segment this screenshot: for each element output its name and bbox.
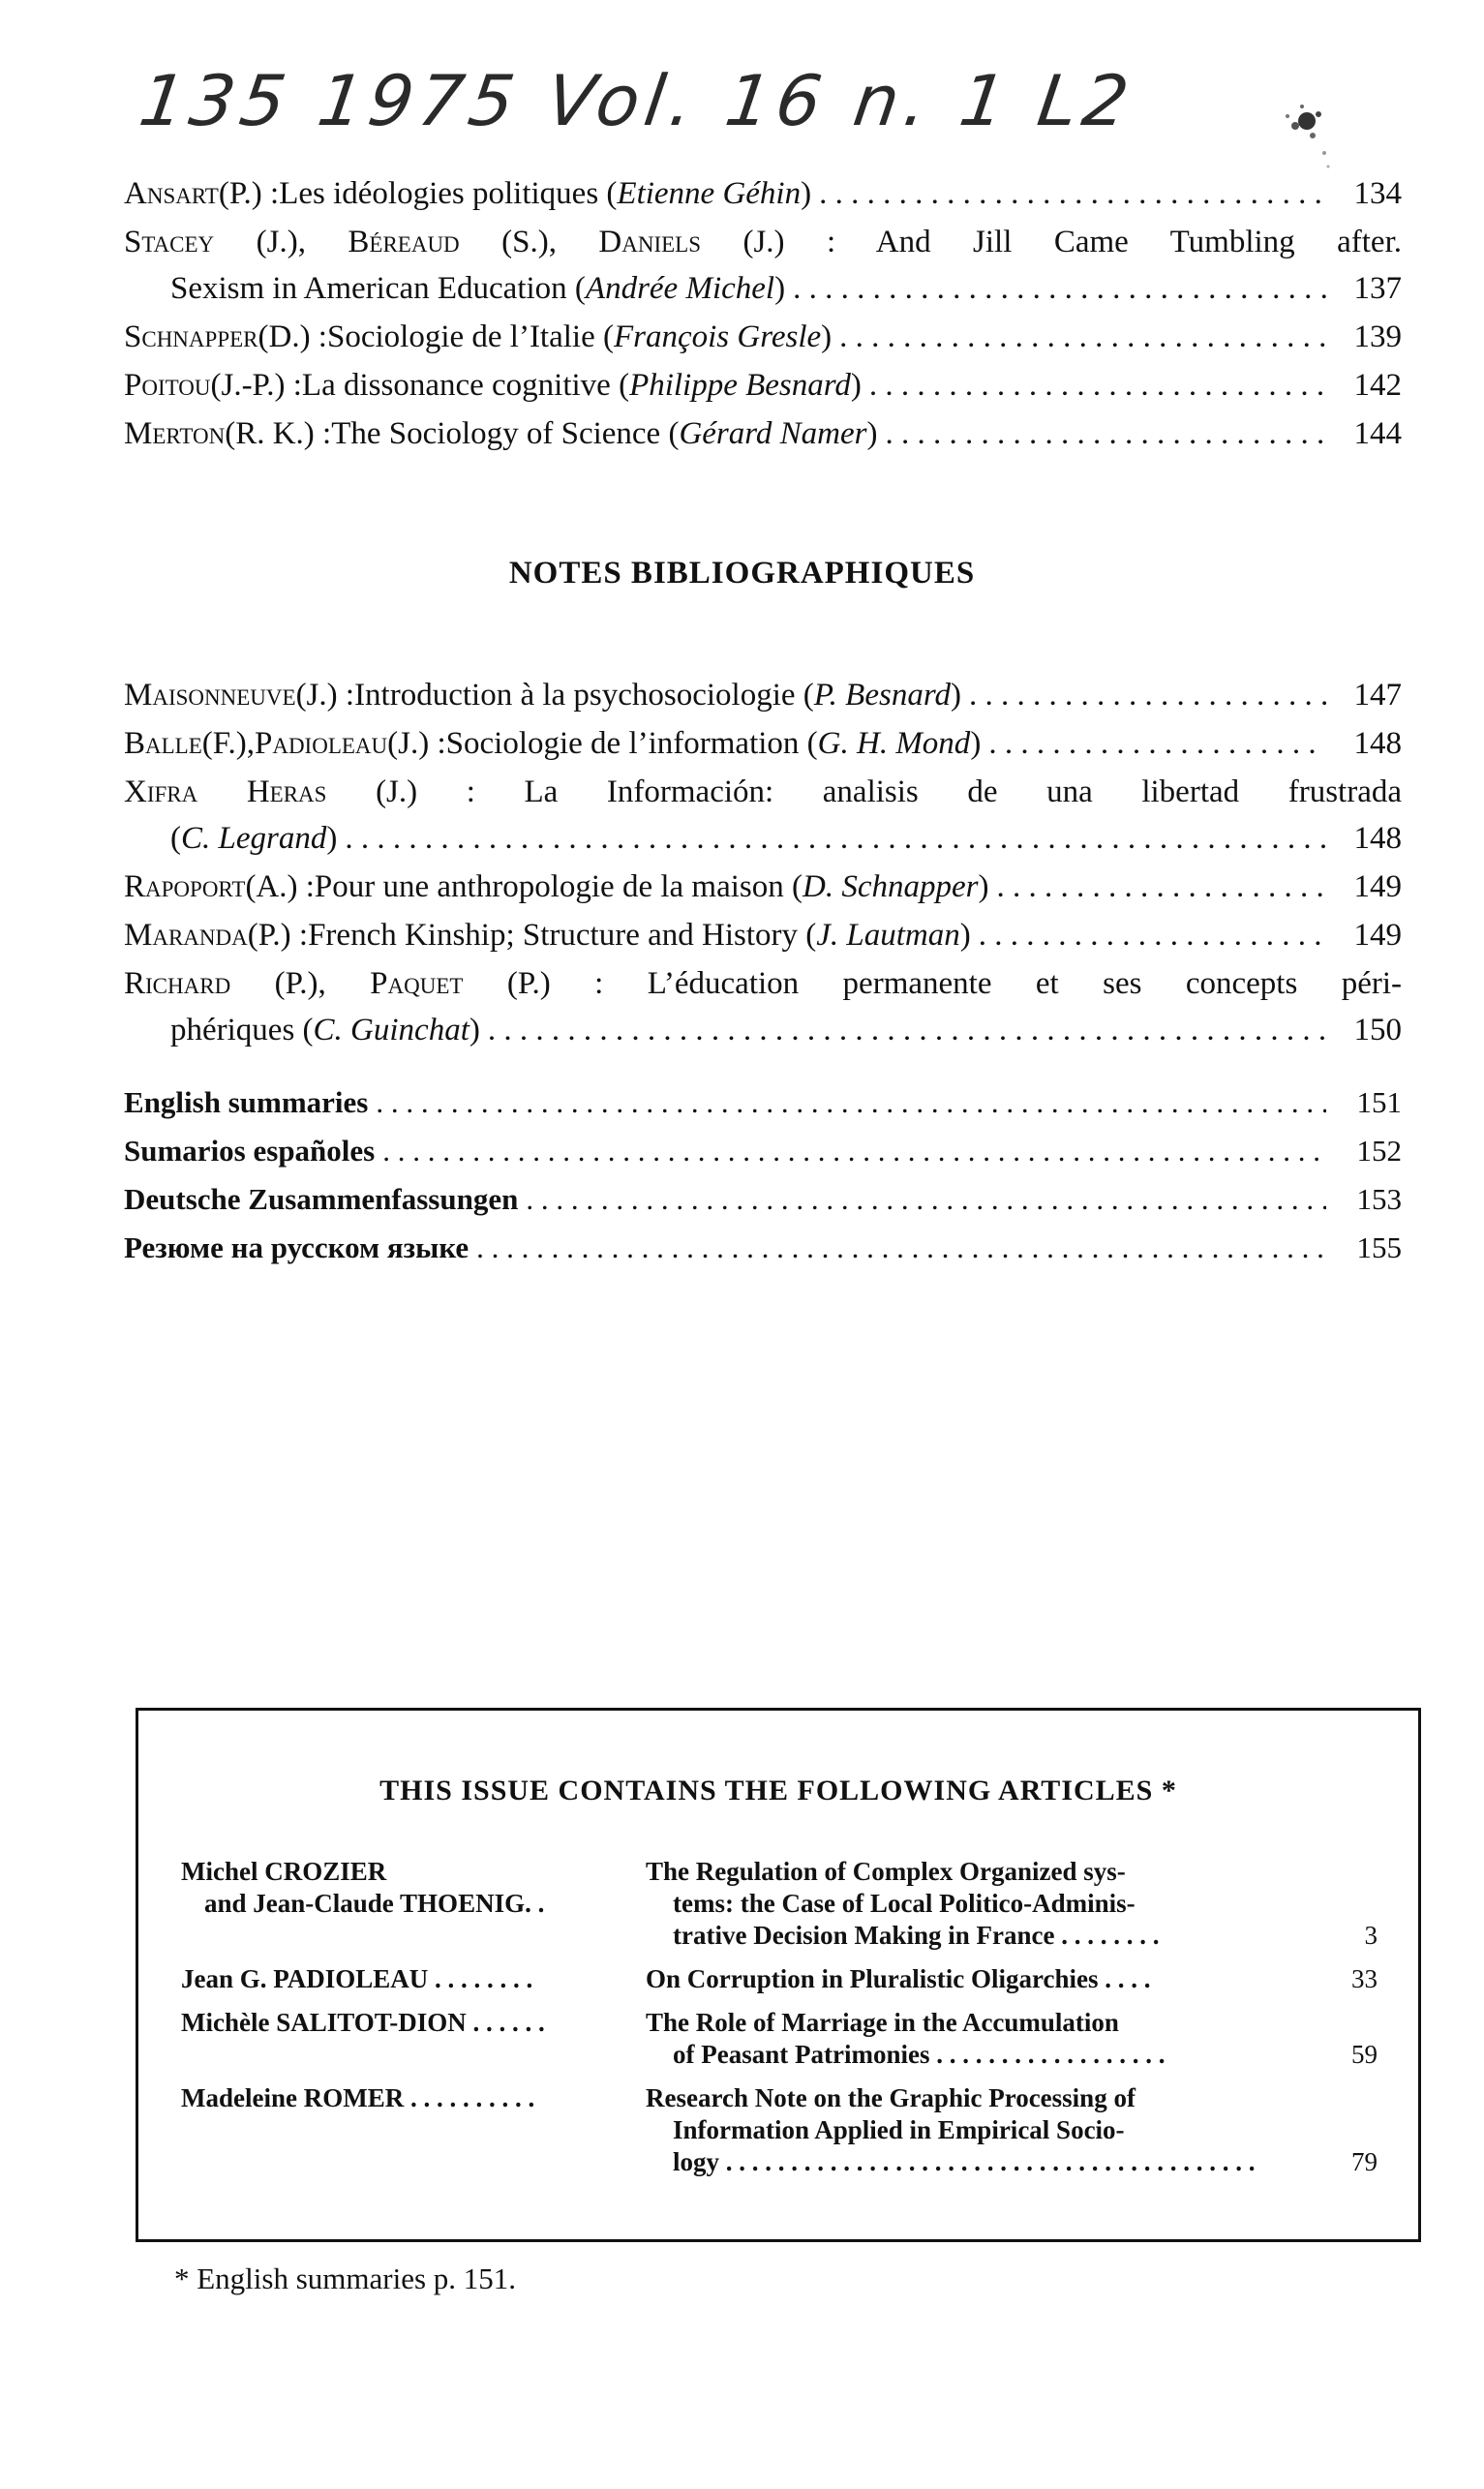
article-row: [181, 2007, 1378, 2071]
handwritten-shelf-mark: 135 1975 Vol. 16 n. 1 L2: [135, 60, 1139, 141]
article-page: 79: [1351, 2147, 1378, 2176]
articles-box-title: THIS ISSUE CONTAINS THE FOLLOWING ARTICLES *: [379, 1775, 1177, 1806]
note-entry: Xifra Heras (J.) : La Información: analisis de una libertad frustrada: [124, 774, 1403, 809]
article-author: Madeleine ROMER . . . . . . . . . .: [181, 2083, 535, 2112]
note-entry: Balle (F.), Padioleau (J.) : Sociologie de l’information ( G. H. Mond ) . . . 148: [124, 720, 1402, 767]
review-entry: Ansart (P.) : Les idéologies politiques ( Etienne Géhin ) . . . 134: [124, 170, 1402, 217]
page-number: 144: [1353, 416, 1402, 451]
summary-entry: English summaries . . . 151: [124, 1078, 1402, 1127]
page-number: 139: [1353, 319, 1402, 354]
article-title: On Corruption in Pluralistic Oligarchies . . . .: [646, 1964, 1151, 1993]
article-page: 59: [1351, 2040, 1378, 2069]
articles-box: [136, 1708, 1421, 2242]
note-entry: Maranda (P.) : French Kinship; Structure and History ( J. Lautman ) . . . 149: [124, 912, 1402, 958]
review-entry-continuation: Sexism in American Education ( Andrée Michel ) . . . 137: [124, 265, 1402, 312]
review-entry: Merton (R. K.) : The Sociology of Science ( Gérard Namer ) . . . 144: [124, 410, 1402, 457]
page-number: 137: [1353, 271, 1402, 306]
page-number: 148: [1353, 726, 1402, 761]
article-author: Michèle SALITOT-DION . . . . . .: [181, 2008, 545, 2037]
article-author: Michel CROZIER and Jean-Claude THOENIG. .: [181, 1857, 545, 1918]
note-entry: Maisonneuve (J.) : Introduction à la psychosociologie ( P. Besnard ) . . . 147: [124, 672, 1402, 718]
review-entry: Poitou (J.-P.) : La dissonance cognitive ( Philippe Besnard ) . . . 142: [124, 362, 1402, 409]
note-entry-continuation: phériques ( C. Guinchat ) . . . 150: [124, 1007, 1402, 1053]
article-page: 3: [1364, 1921, 1378, 1950]
note-entry-continuation: ( C. Legrand ) . . . 148: [124, 815, 1402, 862]
summaries-list: [124, 1078, 1402, 1272]
footnote: * English summaries p. 151.: [174, 2261, 517, 2295]
article-row: [181, 1963, 1378, 1995]
note-entry: Rapoport (A.) : Pour une anthropologie de la maison ( D. Schnapper ) . . . 149: [124, 864, 1402, 910]
page-number: 134: [1353, 176, 1402, 211]
page-number: 149: [1353, 869, 1402, 904]
note-entry: Richard (P.), Paquet (P.) : L’éducation permanente et ses concepts péri-: [124, 966, 1402, 1001]
articles-table: [181, 1856, 1378, 2190]
summary-entry: Резюме на русском языке . . . 155: [124, 1224, 1402, 1272]
page-number: 149: [1353, 918, 1402, 953]
page-number: 147: [1353, 678, 1402, 713]
article-title: The Regulation of Complex Organized sys- tems: the Case of Local Politico-Adminis- trative Decision Making in France . . . . . . . .: [646, 1857, 1160, 1950]
article-page: 33: [1351, 1964, 1378, 1993]
article-author: Jean G. PADIOLEAU . . . . . . . .: [181, 1964, 533, 1993]
summary-entry: Sumarios españoles . . . 152: [124, 1127, 1402, 1175]
article-title: The Role of Marriage in the Accumulation of Peasant Patrimonies . . . . . . . . . . . . . . . . . .: [646, 2008, 1166, 2069]
section-heading: NOTES BIBLIOGRAPHIQUES: [508, 556, 976, 591]
page-number: 150: [1353, 1013, 1402, 1047]
review-entry: Stacey (J.), Béreaud (S.), Daniels (J.) : And Jill Came Tumbling after.: [124, 225, 1402, 259]
summary-entry: Deutsche Zusammenfassungen . . . 153: [124, 1175, 1402, 1224]
article-row: [181, 2082, 1378, 2178]
reviews-list: [124, 170, 1402, 457]
article-row: [181, 1856, 1378, 1952]
page-number: 148: [1353, 821, 1402, 856]
notes-list: [124, 672, 1402, 1053]
review-entry: Schnapper (D.) : Sociologie de l’Italie ( François Gresle ) . . . 139: [124, 314, 1402, 360]
article-title: Research Note on the Graphic Processing of Information Applied in Empirical Socio- logy . . . . . . . . . . . . . . . . . . . . . . . . . . . . . . . . . . . . . . . . .: [646, 2083, 1256, 2176]
page-number: 142: [1353, 368, 1402, 403]
